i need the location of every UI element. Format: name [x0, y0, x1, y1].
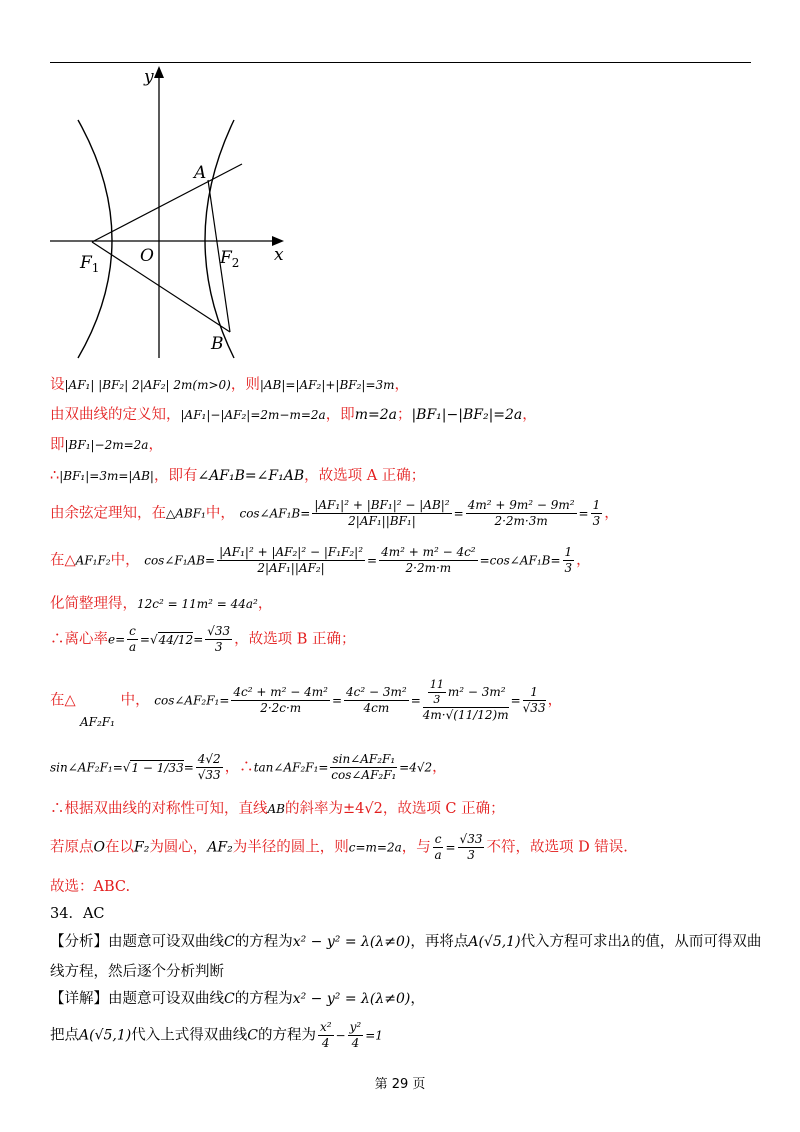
text: 的值，从而可得双曲 [630, 934, 762, 950]
math: 12c² = 11m² = 44a² [137, 597, 258, 611]
equals: = [410, 693, 421, 708]
text: ，则 [230, 377, 260, 393]
page-footer [0, 1073, 800, 1092]
equals: = [445, 840, 456, 855]
label-o: O [140, 246, 154, 266]
text: 的方程为 [234, 934, 293, 950]
text: ，即 [325, 407, 355, 423]
text: 中， [110, 552, 140, 569]
text: ， [394, 377, 410, 393]
text: ，∴ [224, 759, 254, 776]
text: 由双曲线的定义知， [50, 407, 181, 423]
text: 的斜率为±4√2 [284, 801, 383, 817]
math: |AB|=|AF₂|+|BF₂|=3m [259, 378, 395, 392]
text: ∴ [50, 468, 60, 484]
text: 34．AC [50, 906, 105, 922]
math: AF₁F₂ [75, 553, 111, 568]
text: 【分析】由题意可设双曲线 [50, 934, 224, 950]
text: 第 [374, 1077, 388, 1092]
math: AF₂ [207, 839, 233, 856]
math: cos∠AF₁B= [239, 506, 311, 521]
line-15 [50, 930, 761, 951]
fraction: $\frac{√33}{3}$ [207, 624, 231, 654]
label-f2: $F_2$ [220, 248, 240, 270]
equals: = [367, 553, 378, 568]
text: ，再将点 [410, 934, 469, 950]
text: 在以 [104, 839, 134, 856]
line-9 [50, 678, 562, 723]
text: 把点 [50, 1027, 79, 1044]
math: c=m=2a [348, 840, 402, 855]
math: =1 [365, 1028, 383, 1043]
text: 中， [205, 505, 235, 522]
line-5 [50, 498, 619, 529]
line-16 [50, 960, 224, 981]
math: tan∠AF₂F₁= [253, 760, 329, 775]
text: 由余弦定理知，在 [50, 505, 166, 522]
text: ∴根据双曲线的对称性可知，直线 [50, 801, 268, 817]
math: AB [267, 802, 285, 816]
line-12 [50, 832, 628, 863]
radical: 1 − 1/33 [131, 760, 184, 775]
text: 在△ [50, 552, 76, 569]
fraction: $\frac{1}{√33}$ [522, 684, 546, 715]
equals: = [183, 760, 194, 775]
math: m=2a [354, 407, 397, 423]
text: 若原点 [50, 839, 94, 856]
math: =cos∠AF₁B= [479, 553, 561, 568]
text: 为圆心， [149, 839, 208, 856]
fraction: $\frac{\text{y²}}{4}$ [349, 1020, 362, 1050]
math: C [224, 934, 235, 950]
label-a: A [194, 163, 207, 183]
text: ， [604, 505, 619, 522]
math: cos∠AF₂F₁= [154, 693, 230, 708]
math: F₂ [133, 839, 150, 856]
fraction: $\frac{\text{sin∠AF₂F₁}}{\text{cos∠AF₂F₁}}$ [331, 752, 397, 782]
line-14 [50, 902, 105, 923]
radical-sign: √ [122, 760, 131, 775]
fraction: $\frac{\text{4m² + m² − 4c²}}{2\cdot 2m\cdot m}$ [381, 545, 476, 575]
text: ，故选项 C 正确； [382, 801, 505, 817]
fraction: $\frac{c}{a}$ [434, 832, 442, 862]
math: sin∠AF₂F₁= [50, 760, 123, 775]
text: ，即有 [153, 468, 198, 484]
fraction: $\frac{\text{|AF₁|² + |BF₁|² − |AB|²}}{\text{2|AF₁||BF₁|}}$ [314, 498, 450, 528]
equals: =√ [139, 632, 158, 647]
text: ，与 [401, 839, 431, 856]
math: A(√5,1) [468, 934, 521, 950]
text: 线方程，然后逐个分析判断 [50, 964, 224, 980]
math: |AF₁| |BF₂| 2|AF₂| 2m(m>0) [64, 378, 231, 392]
text: 在△ [50, 692, 76, 709]
text: 故选：ABC. [50, 879, 131, 895]
line-4 [50, 464, 425, 485]
fraction: $\frac{\text{x²}}{4}$ [319, 1020, 332, 1050]
text: ； [396, 407, 412, 423]
math: =4√2 [399, 760, 433, 775]
page-number: 29 [391, 1077, 409, 1092]
text: 中， [120, 692, 150, 709]
line-11 [50, 797, 505, 818]
line-17 [50, 987, 425, 1008]
line-3 [50, 433, 163, 454]
fraction: $\frac{11}{3}$ m² − 3m² 4m·√(11/12)m [422, 678, 509, 722]
text: ， [547, 692, 563, 709]
text: 的方程为 [257, 1027, 316, 1044]
math: C [247, 1027, 258, 1044]
line-1 [50, 373, 409, 394]
math: C [224, 991, 235, 1007]
text: 页 [412, 1077, 426, 1092]
math: − [335, 1028, 346, 1043]
math: |BF₁|−2m=2a [64, 438, 149, 452]
fraction: $\frac{c}{a}$ [128, 624, 137, 654]
text: ， [522, 407, 537, 423]
fraction: $\frac{\text{4m² + 9m² − 9m²}}{2\cdot 2m\cdot 3m}$ [467, 498, 575, 528]
fraction: $\frac{1}{3}$ [564, 545, 573, 575]
math: e= [108, 632, 126, 647]
math: x² − y² = λ(λ≠0) [292, 934, 411, 950]
math: x² − y² = λ(λ≠0) [292, 991, 411, 1007]
text: ， [148, 437, 163, 453]
right-branch [205, 120, 234, 358]
math: |BF₁|−|BF₂|=2a [411, 407, 523, 423]
line-2 [50, 403, 537, 424]
text: ， [576, 552, 591, 569]
math: O [93, 839, 105, 856]
fraction: $\frac{√33}{3}$ [459, 832, 483, 862]
text: ， [257, 596, 273, 612]
radical: 44/12 [158, 632, 194, 647]
equals: = [453, 506, 464, 521]
fraction: $\frac{\text{4c² + m² − 4m²}}{2\cdot 2c\cdot m}$ [233, 684, 328, 715]
line-7 [50, 592, 272, 613]
text: 【详解】由题意可设双曲线 [50, 991, 224, 1007]
text: ，故选项 A 正确； [304, 468, 426, 484]
line-10 [50, 752, 447, 783]
label-b: B [211, 334, 224, 354]
fraction: $\frac{\text{4c² − 3m²}}{4cm}$ [346, 684, 407, 715]
label-f1: $F_1$ [80, 253, 100, 275]
math: λ [622, 934, 631, 950]
line-8 [50, 624, 356, 655]
equals: = [510, 693, 521, 708]
x-label: x [274, 245, 284, 265]
fraction: $\frac{\text{|AF₁|² + |AF₂|² − |F₁F₂|²}}{\text{2|AF₁||AF₂|}}$ [219, 545, 363, 575]
equals: = [331, 693, 343, 708]
equals: = [193, 632, 204, 647]
y-label: y [144, 67, 154, 87]
line-9-subscript [80, 714, 115, 730]
fraction: $\frac{1}{3}$ [592, 498, 601, 528]
text: ， [410, 991, 425, 1007]
text: 为半径的圆上，则 [232, 839, 349, 856]
math: cos∠F₁AB= [144, 553, 216, 568]
text: 代入上式得双曲线 [131, 1027, 248, 1044]
line-13 [50, 875, 130, 896]
line-6 [50, 545, 591, 576]
text: ∴离心率 [50, 631, 108, 648]
text: 代入方程可求出 [520, 934, 623, 950]
text: 化简整理得， [50, 596, 137, 612]
math: △ABF₁ [166, 506, 206, 521]
math: A(√5,1) [79, 1027, 132, 1044]
text: 的方程为 [234, 991, 293, 1007]
hyperbola-figure [48, 60, 298, 360]
text: ，故选项 B 正确； [234, 631, 356, 648]
left-branch [78, 120, 112, 358]
line-f1-a [92, 164, 242, 242]
text: ， [432, 759, 447, 776]
text: 设 [50, 377, 65, 393]
math: AF₂F₁ [80, 715, 115, 729]
math: |BF₁|=3m=|AB| [59, 469, 154, 483]
y-axis-arrow-icon [154, 66, 164, 78]
text: 不符，故选项 D 错误. [486, 839, 628, 856]
math: |AF₁|−|AF₂|=2m−m=2a [180, 408, 326, 422]
text: 即 [50, 437, 65, 453]
fraction: $\frac{4√2}{√33}$ [197, 752, 221, 782]
line-18 [50, 1020, 383, 1051]
math: ∠AF₁B=∠F₁AB [197, 468, 305, 484]
equals: = [578, 506, 589, 521]
